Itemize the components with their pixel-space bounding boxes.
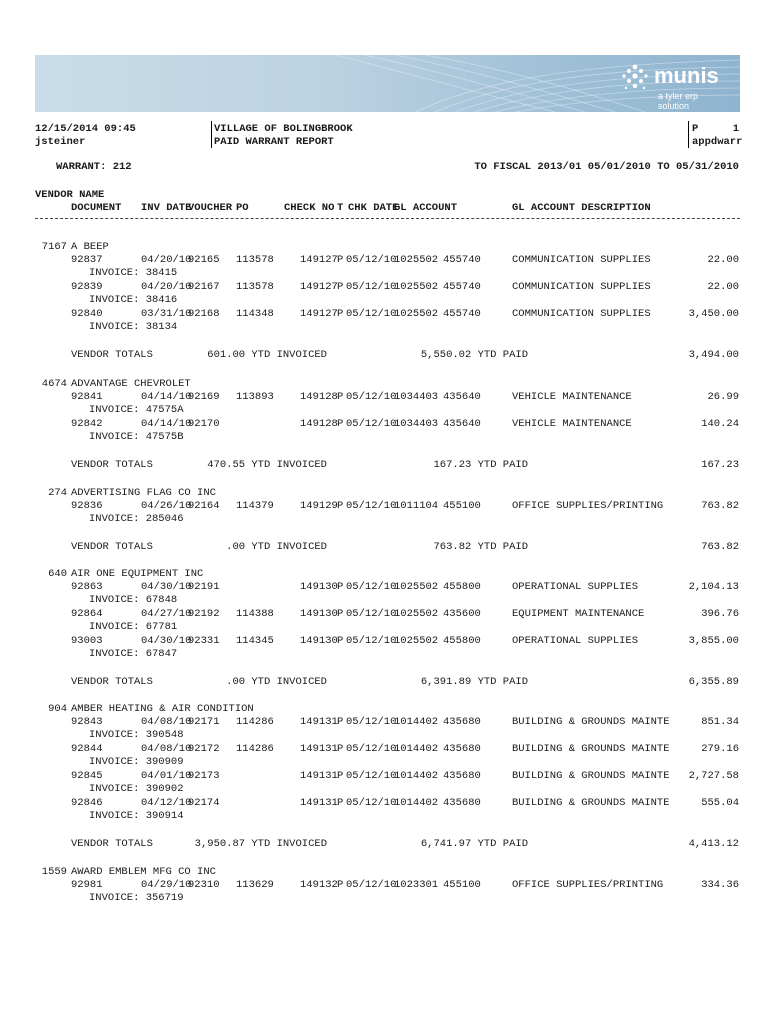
- invoice-number: INVOICE: 390909: [89, 756, 184, 768]
- report-banner: [35, 55, 740, 112]
- amount: 2,727.58: [688, 770, 739, 782]
- document-number: 92846: [71, 797, 103, 809]
- report-datetime: 12/15/2014 09:45: [35, 123, 136, 135]
- invoice-date: 03/31/10: [141, 308, 192, 320]
- col-gl-description: GL ACCOUNT DESCRIPTION: [512, 202, 651, 214]
- invoice-date: 04/08/10: [141, 743, 192, 755]
- header-divider-right: [688, 121, 689, 148]
- vendor-name: ADVANTAGE CHEVROLET: [71, 378, 191, 390]
- ytd-invoiced: 470.55 YTD INVOICED: [207, 459, 327, 471]
- vendor-total-amount: 3,494.00: [688, 349, 739, 361]
- check-date: 05/12/10: [346, 635, 397, 647]
- check-date: 05/12/10: [346, 308, 397, 320]
- invoice-number: INVOICE: 356719: [89, 892, 184, 904]
- gl-org: 1034403: [394, 418, 439, 430]
- po-number: 113629: [236, 879, 274, 891]
- vendor-totals-label: VENDOR TOTALS: [71, 541, 153, 553]
- ytd-invoiced: 3,950.87 YTD INVOICED: [194, 838, 327, 850]
- payment-type: P: [337, 608, 344, 620]
- ytd-invoiced: 601.00 YTD INVOICED: [207, 349, 327, 361]
- gl-account: 435680: [443, 743, 481, 755]
- col-vendor-name: VENDOR NAME: [35, 189, 105, 201]
- po-number: 114348: [236, 308, 274, 320]
- gl-account: 435680: [443, 716, 481, 728]
- po-number: 114345: [236, 635, 274, 647]
- po-number: 113578: [236, 281, 274, 293]
- check-date: 05/12/10: [346, 281, 397, 293]
- voucher-number: 92168: [188, 308, 220, 320]
- vendor-name: AIR ONE EQUIPMENT INC: [71, 568, 204, 580]
- vendor-name: A BEEP: [71, 241, 109, 253]
- voucher-number: 92174: [188, 797, 220, 809]
- check-date: 05/12/10: [346, 879, 397, 891]
- voucher-number: 92171: [188, 716, 220, 728]
- gl-description: VEHICLE MAINTENANCE: [512, 391, 632, 403]
- check-date: 05/12/10: [346, 391, 397, 403]
- payment-type: P: [337, 743, 344, 755]
- gl-account: 455740: [443, 308, 481, 320]
- invoice-number: INVOICE: 38134: [89, 321, 178, 333]
- gl-description: EQUIPMENT MAINTENANCE: [512, 608, 645, 620]
- invoice-date: 04/29/10: [141, 879, 192, 891]
- gl-org: 1034403: [394, 391, 439, 403]
- gl-description: COMMUNICATION SUPPLIES: [512, 308, 651, 320]
- check-number: 149131: [300, 770, 338, 782]
- invoice-date: 04/27/10: [141, 608, 192, 620]
- voucher-number: 92167: [188, 281, 220, 293]
- po-number: 114286: [236, 716, 274, 728]
- check-number: 149131: [300, 743, 338, 755]
- report-user: jsteiner: [35, 136, 86, 148]
- gl-description: COMMUNICATION SUPPLIES: [512, 281, 651, 293]
- col-voucher: VOUCHER: [188, 202, 233, 214]
- voucher-number: 92172: [188, 743, 220, 755]
- check-date: 05/12/10: [346, 608, 397, 620]
- logo-wordmark: munis: [654, 63, 719, 88]
- col-document: DOCUMENT: [71, 202, 122, 214]
- gl-description: BUILDING & GROUNDS MAINTE: [512, 770, 670, 782]
- po-number: 114286: [236, 743, 274, 755]
- ytd-paid: 6,391.89 YTD PAID: [420, 676, 528, 688]
- gl-description: OFFICE SUPPLIES/PRINTING: [512, 879, 664, 891]
- po-number: 113578: [236, 254, 274, 266]
- check-number: 149127: [300, 281, 338, 293]
- munis-logo: [620, 61, 730, 109]
- check-date: 05/12/10: [346, 743, 397, 755]
- invoice-date: 04/08/10: [141, 716, 192, 728]
- document-number: 92864: [71, 608, 103, 620]
- gl-description: BUILDING & GROUNDS MAINTE: [512, 743, 670, 755]
- amount: 763.82: [701, 500, 739, 512]
- amount: 3,855.00: [688, 635, 739, 647]
- payment-type: P: [337, 391, 344, 403]
- document-number: 92841: [71, 391, 103, 403]
- check-date: 05/12/10: [346, 797, 397, 809]
- document-number: 92840: [71, 308, 103, 320]
- voucher-number: 92170: [188, 418, 220, 430]
- check-date: 05/12/10: [346, 254, 397, 266]
- check-number: 149127: [300, 308, 338, 320]
- document-number: 93003: [71, 635, 103, 647]
- payment-type: P: [337, 418, 344, 430]
- invoice-date: 04/14/10: [141, 391, 192, 403]
- check-number: 149131: [300, 797, 338, 809]
- voucher-number: 92165: [188, 254, 220, 266]
- ytd-paid: 5,550.02 YTD PAID: [420, 349, 528, 361]
- voucher-number: 92310: [188, 879, 220, 891]
- col-gl-account: GL ACCOUNT: [394, 202, 458, 214]
- ytd-paid: 167.23 YTD PAID: [433, 459, 528, 471]
- ytd-paid: 763.82 YTD PAID: [433, 541, 528, 553]
- invoice-date: 04/12/10: [141, 797, 192, 809]
- check-date: 05/12/10: [346, 418, 397, 430]
- vendor-total-amount: 4,413.12: [688, 838, 739, 850]
- amount: 3,450.00: [688, 308, 739, 320]
- gl-account: 435600: [443, 608, 481, 620]
- po-number: 113893: [236, 391, 274, 403]
- amount: 140.24: [701, 418, 739, 430]
- invoice-number: INVOICE: 390914: [89, 810, 184, 822]
- vendor-totals-label: VENDOR TOTALS: [71, 459, 153, 471]
- page-number: 1: [732, 123, 739, 135]
- invoice-number: INVOICE: 47575B: [89, 431, 184, 443]
- col-type: T: [337, 202, 344, 214]
- gl-account: 455800: [443, 635, 481, 647]
- gl-org: 1014402: [394, 743, 439, 755]
- gl-account: 435680: [443, 797, 481, 809]
- col-po: PO: [236, 202, 249, 214]
- ytd-invoiced: .00 YTD INVOICED: [226, 676, 327, 688]
- document-number: 92845: [71, 770, 103, 782]
- document-number: 92844: [71, 743, 103, 755]
- vendor-name: AMBER HEATING & AIR CONDITION: [71, 703, 254, 715]
- vendor-totals-label: VENDOR TOTALS: [71, 676, 153, 688]
- vendor-name: AWARD EMBLEM MFG CO INC: [71, 866, 216, 878]
- payment-type: P: [337, 770, 344, 782]
- check-number: 149130: [300, 608, 338, 620]
- voucher-number: 92169: [188, 391, 220, 403]
- check-number: 149129: [300, 500, 338, 512]
- col-inv-date: INV DATE: [141, 202, 192, 214]
- voucher-number: 92331: [188, 635, 220, 647]
- gl-account: 455800: [443, 581, 481, 593]
- voucher-number: 92191: [188, 581, 220, 593]
- payment-type: P: [337, 635, 344, 647]
- vendor-number: 4674: [41, 378, 67, 390]
- invoice-date: 04/14/10: [141, 418, 192, 430]
- vendor-number: 640: [48, 568, 67, 580]
- col-chk-date: CHK DATE: [348, 202, 399, 214]
- check-number: 149128: [300, 391, 338, 403]
- vendor-total-amount: 6,355.89: [688, 676, 739, 688]
- gl-org: 1025502: [394, 281, 439, 293]
- gl-account: 455740: [443, 254, 481, 266]
- gl-org: 1014402: [394, 716, 439, 728]
- invoice-date: 04/20/10: [141, 254, 192, 266]
- vendor-total-amount: 167.23: [701, 459, 739, 471]
- gl-description: OPERATIONAL SUPPLIES: [512, 581, 639, 593]
- amount: 851.34: [701, 716, 739, 728]
- payment-type: P: [337, 281, 344, 293]
- gl-account: 435680: [443, 770, 481, 782]
- vendor-name: ADVERTISING FLAG CO INC: [71, 487, 216, 499]
- org-name: VILLAGE OF BOLINGBROOK: [214, 123, 353, 135]
- ytd-invoiced: .00 YTD INVOICED: [226, 541, 327, 553]
- payment-type: P: [337, 254, 344, 266]
- logo-dots-icon: [620, 63, 650, 93]
- invoice-number: INVOICE: 38415: [89, 267, 178, 279]
- gl-org: 1025502: [394, 581, 439, 593]
- document-number: 92842: [71, 418, 103, 430]
- amount: 396.76: [701, 608, 739, 620]
- amount: 2,104.13: [688, 581, 739, 593]
- check-date: 05/12/10: [346, 500, 397, 512]
- logo-tagline: a tyler erp solution: [658, 91, 699, 111]
- invoice-number: INVOICE: 47575A: [89, 404, 184, 416]
- document-number: 92839: [71, 281, 103, 293]
- vendor-number: 1559: [41, 866, 67, 878]
- invoice-date: 04/26/10: [141, 500, 192, 512]
- check-date: 05/12/10: [346, 770, 397, 782]
- vendor-totals-label: VENDOR TOTALS: [71, 838, 153, 850]
- invoice-date: 04/20/10: [141, 281, 192, 293]
- payment-type: P: [337, 797, 344, 809]
- vendor-total-amount: 763.82: [701, 541, 739, 553]
- gl-org: 1014402: [394, 770, 439, 782]
- invoice-number: INVOICE: 67847: [89, 648, 178, 660]
- check-number: 149128: [300, 418, 338, 430]
- header-divider: [211, 121, 212, 148]
- amount: 555.04: [701, 797, 739, 809]
- invoice-number: INVOICE: 38416: [89, 294, 178, 306]
- gl-description: VEHICLE MAINTENANCE: [512, 418, 632, 430]
- voucher-number: 92164: [188, 500, 220, 512]
- gl-description: BUILDING & GROUNDS MAINTE: [512, 716, 670, 728]
- invoice-date: 04/01/10: [141, 770, 192, 782]
- invoice-number: INVOICE: 390548: [89, 729, 184, 741]
- amount: 26.99: [707, 391, 739, 403]
- check-number: 149130: [300, 635, 338, 647]
- document-number: 92837: [71, 254, 103, 266]
- invoice-date: 04/30/10: [141, 581, 192, 593]
- check-number: 149132: [300, 879, 338, 891]
- gl-org: 1011104: [394, 500, 439, 512]
- gl-org: 1023301: [394, 879, 439, 891]
- program-name: appdwarr: [692, 136, 743, 148]
- po-number: 114379: [236, 500, 274, 512]
- gl-org: 1014402: [394, 797, 439, 809]
- payment-type: P: [337, 879, 344, 891]
- payment-type: P: [337, 308, 344, 320]
- invoice-date: 04/30/10: [141, 635, 192, 647]
- header-rule: [35, 218, 740, 219]
- voucher-number: 92192: [188, 608, 220, 620]
- gl-account: 455100: [443, 879, 481, 891]
- gl-description: OFFICE SUPPLIES/PRINTING: [512, 500, 664, 512]
- payment-type: P: [337, 500, 344, 512]
- fiscal-range: TO FISCAL 2013/01 05/01/2010 TO 05/31/2010: [474, 161, 739, 173]
- check-date: 05/12/10: [346, 581, 397, 593]
- gl-account: 435640: [443, 418, 481, 430]
- vendor-number: 7167: [41, 241, 67, 253]
- gl-org: 1025502: [394, 254, 439, 266]
- payment-type: P: [337, 581, 344, 593]
- document-number: 92843: [71, 716, 103, 728]
- invoice-number: INVOICE: 285046: [89, 513, 184, 525]
- gl-account: 455100: [443, 500, 481, 512]
- warrant-label: WARRANT: 212: [56, 161, 132, 173]
- gl-org: 1025502: [394, 308, 439, 320]
- vendor-number: 274: [48, 487, 67, 499]
- amount: 334.36: [701, 879, 739, 891]
- document-number: 92981: [71, 879, 103, 891]
- vendor-totals-label: VENDOR TOTALS: [71, 349, 153, 361]
- gl-description: BUILDING & GROUNDS MAINTE: [512, 797, 670, 809]
- invoice-number: INVOICE: 67848: [89, 594, 178, 606]
- gl-account: 435640: [443, 391, 481, 403]
- check-number: 149127: [300, 254, 338, 266]
- gl-org: 1025502: [394, 608, 439, 620]
- gl-description: OPERATIONAL SUPPLIES: [512, 635, 639, 647]
- gl-org: 1025502: [394, 635, 439, 647]
- vendor-number: 904: [48, 703, 67, 715]
- check-number: 149130: [300, 581, 338, 593]
- invoice-number: INVOICE: 67781: [89, 621, 178, 633]
- col-check-no: CHECK NO: [284, 202, 335, 214]
- report-title: PAID WARRANT REPORT: [214, 136, 334, 148]
- invoice-number: INVOICE: 390902: [89, 783, 184, 795]
- check-number: 149131: [300, 716, 338, 728]
- page-label: P: [692, 123, 699, 135]
- document-number: 92863: [71, 581, 103, 593]
- gl-account: 455740: [443, 281, 481, 293]
- check-date: 05/12/10: [346, 716, 397, 728]
- amount: 22.00: [707, 281, 739, 293]
- document-number: 92836: [71, 500, 103, 512]
- ytd-paid: 6,741.97 YTD PAID: [420, 838, 528, 850]
- amount: 279.16: [701, 743, 739, 755]
- payment-type: P: [337, 716, 344, 728]
- amount: 22.00: [707, 254, 739, 266]
- voucher-number: 92173: [188, 770, 220, 782]
- po-number: 114388: [236, 608, 274, 620]
- gl-description: COMMUNICATION SUPPLIES: [512, 254, 651, 266]
